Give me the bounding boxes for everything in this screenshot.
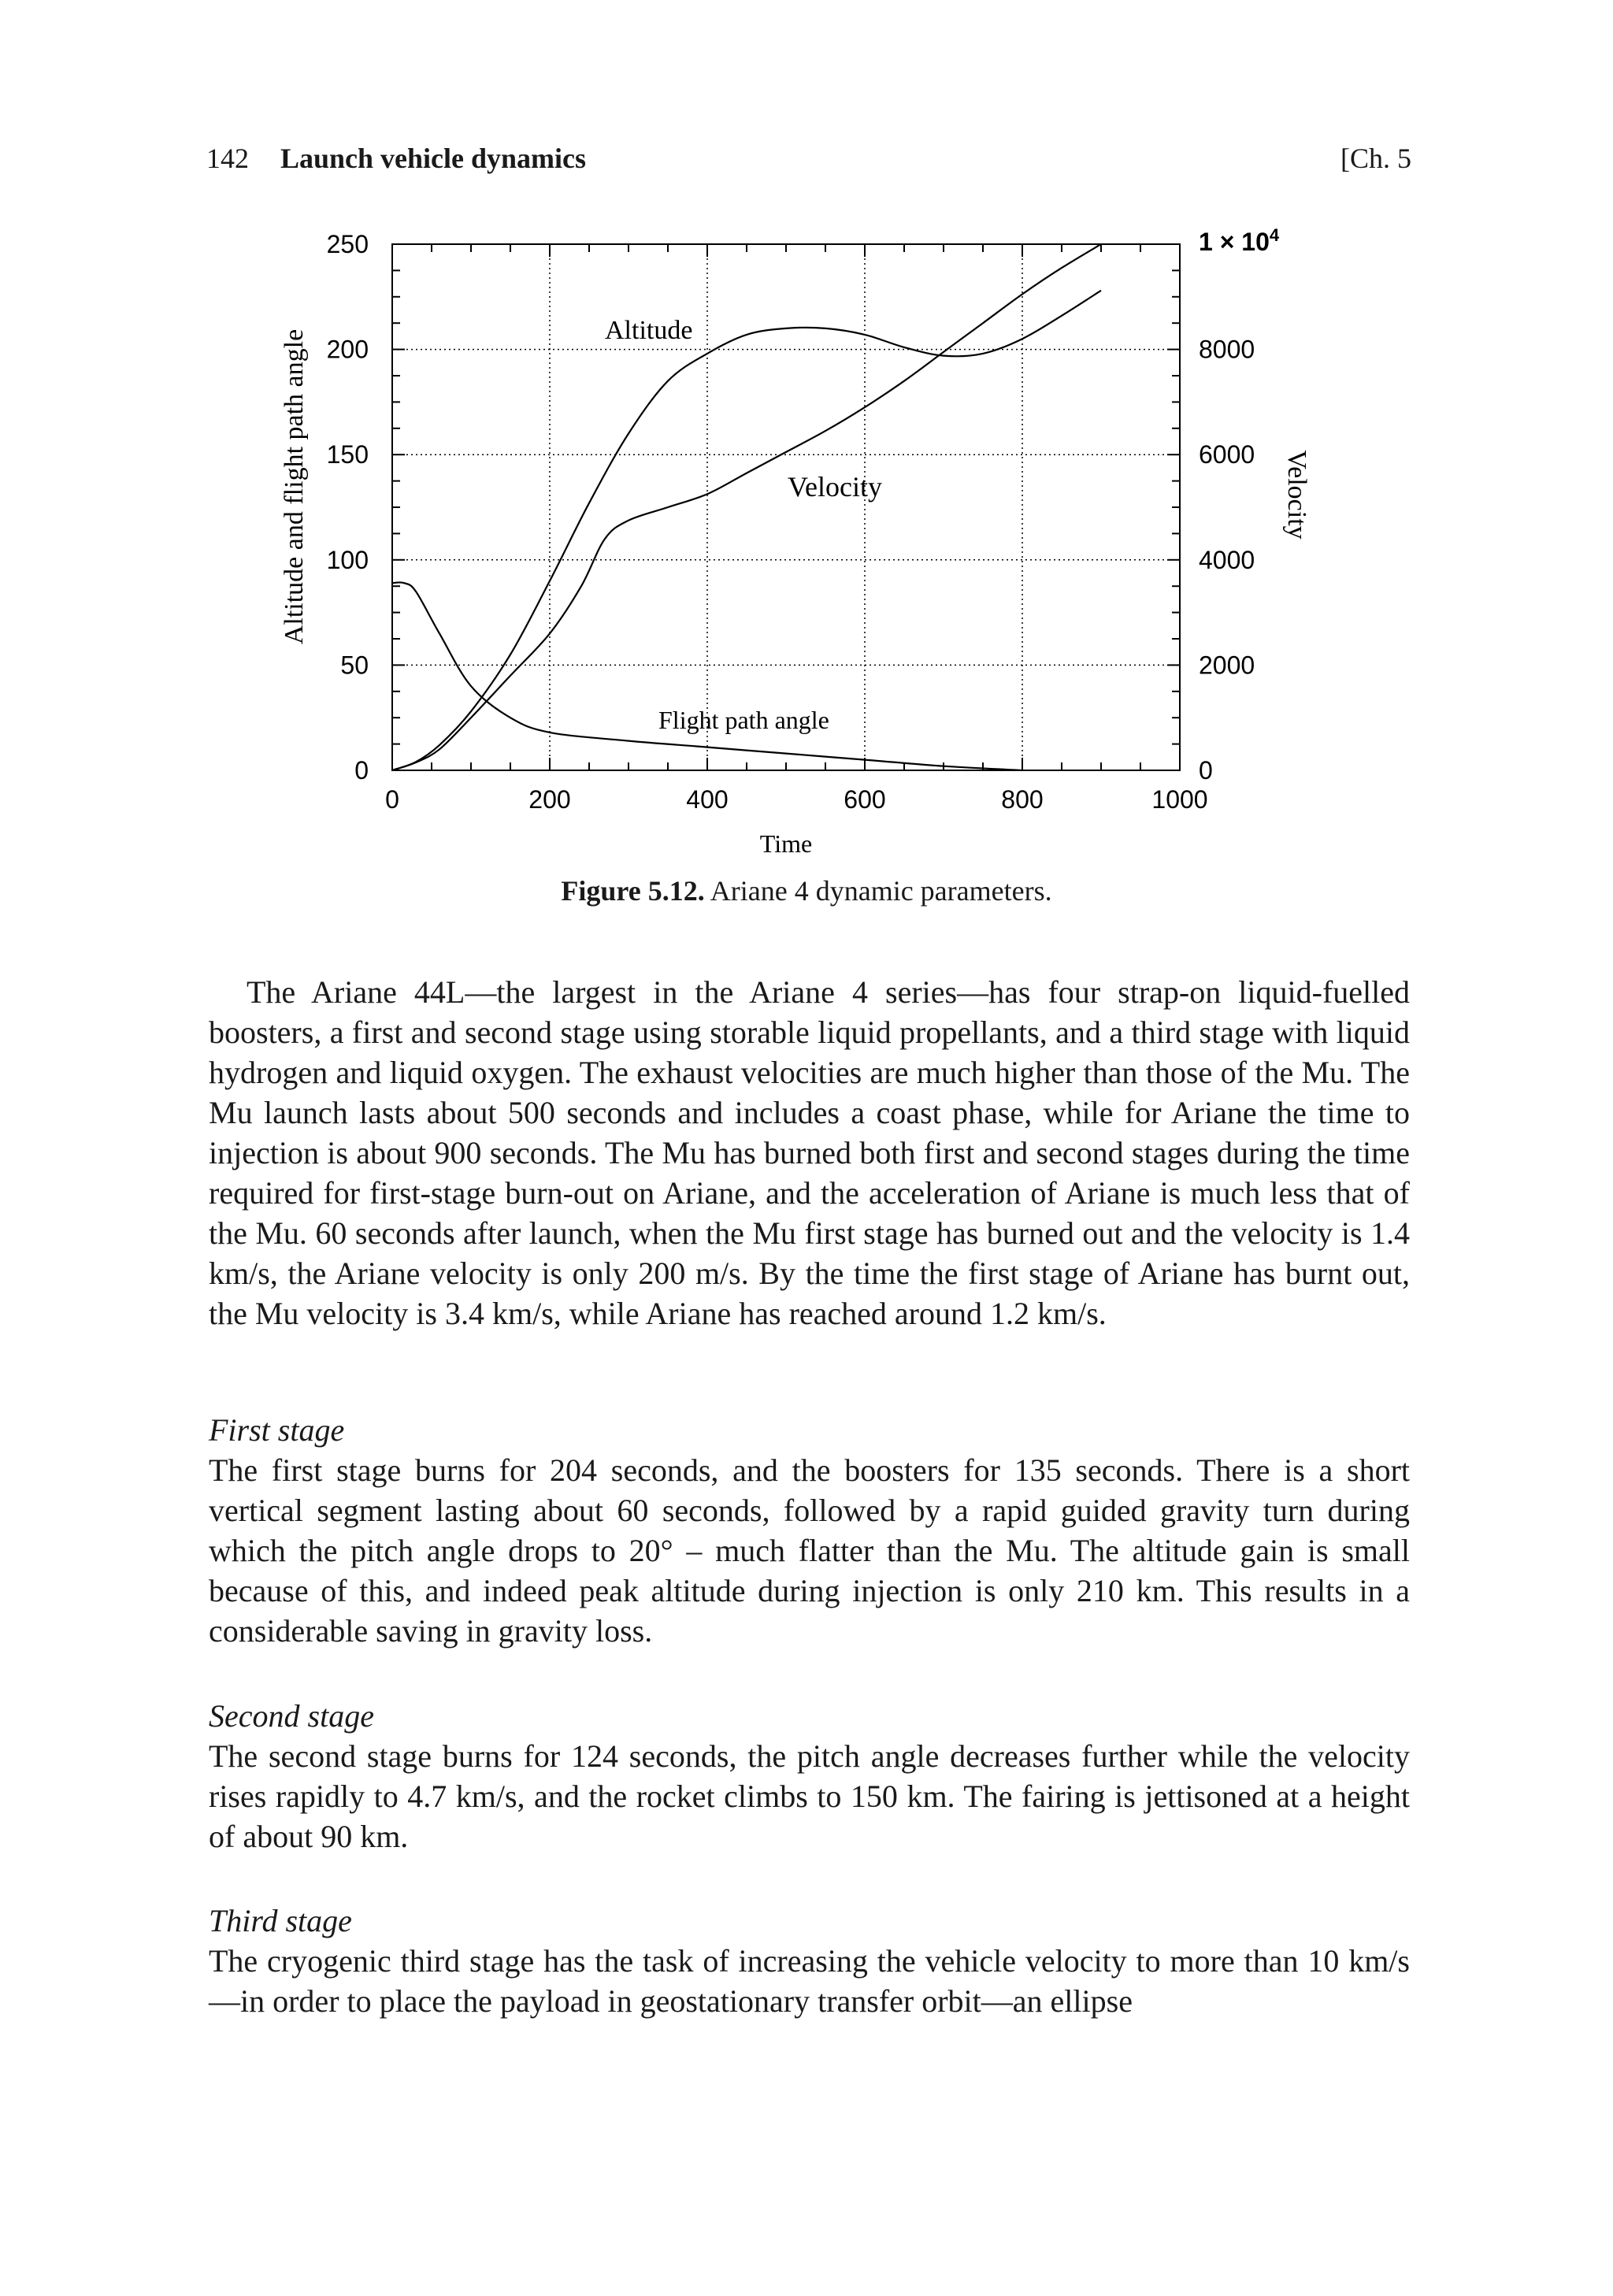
- y-right-tick-label: 4000: [1199, 545, 1255, 574]
- figure-caption: [0, 874, 1613, 907]
- x-tick-label: 800: [1001, 785, 1044, 814]
- y-right-tick-label: 2000: [1199, 651, 1255, 680]
- caption-label: Figure 5.12.: [561, 875, 705, 907]
- section-text: The cryogenic third stage has the task of increasing the vehicle velocity to more than 10 km/s—in order to place the payload in geostationary transfer orbit—an ellipse: [209, 1943, 1410, 2019]
- x-tick-label: 1000: [1151, 785, 1208, 814]
- altitude-line: [392, 291, 1101, 770]
- y-left-tick-label: 50: [340, 651, 369, 680]
- y-left-tick-label: 0: [354, 756, 369, 784]
- section-text: The first stage burns for 204 seconds, and the boosters for 135 seconds. There is a short vertical segment lasting about 60 seconds, followed by a rapid guided gravity turn during which the pitch angle drops to 20° – much flatter than the Mu. The altitude gain is small because of this, and indeed peak altitude during injection is only 210 km. This results in a considerable saving in gravity loss.: [209, 1452, 1410, 1649]
- x-tick-label: 200: [528, 785, 571, 814]
- y-right-tick-label: 0: [1199, 756, 1213, 784]
- intro-paragraph: [209, 972, 1410, 1333]
- chart-grid: [392, 244, 1180, 770]
- velocity-annotation: Velocity: [788, 471, 882, 503]
- altitude-annotation: Altitude: [605, 316, 693, 345]
- y-right-tick-label: 8000: [1199, 335, 1255, 364]
- y-left-tick-label: 150: [326, 440, 369, 469]
- section-heading: Second stage: [209, 1698, 374, 1734]
- flight-path-angle-line: [392, 582, 1022, 770]
- section-third-stage: [209, 1901, 1410, 2021]
- paragraph-text: The Ariane 44L—the largest in the Ariane 4 series—has four strap-on liquid-fuelled boosters, a first and second stage using storable liquid propellants, and a third stage with liquid hydrogen and liquid oxygen. The exhaust velocities are much higher than those of the Mu. The Mu launch lasts about 500 seconds and includes a coast phase, while for Ariane the time to injection is about 900 seconds. The Mu has burned both first and second stages during the time required for first-stage burn-out on Ariane, and the acceleration of Ariane is much less that of the Mu. 60 seconds after launch, when the Mu first stage has burned out and the velocity is 1.4 km/s, the Ariane velocity is only 200 m/s. By the time the first stage of Ariane has burnt out, the Mu velocity is 3.4 km/s, while Ariane has reached around 1.2 km/s.: [209, 974, 1410, 1331]
- section-first-stage: [209, 1410, 1410, 1651]
- y-left-tick-label: 250: [326, 230, 369, 258]
- right-axis-multiplier: [1199, 225, 1280, 256]
- section-heading: Third stage: [209, 1903, 352, 1938]
- plot-frame: [392, 244, 1180, 770]
- section-second-stage: [209, 1696, 1410, 1856]
- y-left-tick-label: 100: [326, 545, 369, 574]
- multiplier-base: 1 × 10: [1199, 228, 1270, 256]
- chart-curves: [392, 244, 1101, 770]
- section-heading: First stage: [209, 1412, 345, 1448]
- chapter-label: [Ch. 5: [1340, 143, 1411, 174]
- x-tick-label: 600: [844, 785, 886, 814]
- y-axis-left-label: Altitude and flight path angle: [280, 328, 309, 645]
- y-left-tick-label: 200: [326, 335, 369, 364]
- velocity-line: [392, 244, 1101, 770]
- section-text: The second stage burns for 124 seconds, the pitch angle decreases further while the velocity rises rapidly to 4.7 km/s, and the rocket climbs to 150 km. The fairing is jettisoned at a height of about 90 km.: [209, 1738, 1410, 1854]
- running-title: Launch vehicle dynamics: [280, 143, 587, 174]
- y-right-tick-label: 6000: [1199, 440, 1255, 469]
- x-tick-label: 400: [686, 785, 729, 814]
- ariane-dynamics-chart: [0, 0, 1613, 882]
- y-axis-right-label: Velocity: [1282, 450, 1311, 540]
- x-axis-label: Time: [759, 829, 813, 858]
- caption-text: Ariane 4 dynamic parameters.: [704, 875, 1052, 907]
- multiplier-exponent: 4: [1269, 225, 1280, 245]
- flight-path-angle-annotation: Flight path angle: [658, 706, 829, 734]
- page-number: 142: [206, 143, 249, 174]
- chart-ticks: [392, 244, 1180, 770]
- x-tick-label: 0: [385, 785, 399, 814]
